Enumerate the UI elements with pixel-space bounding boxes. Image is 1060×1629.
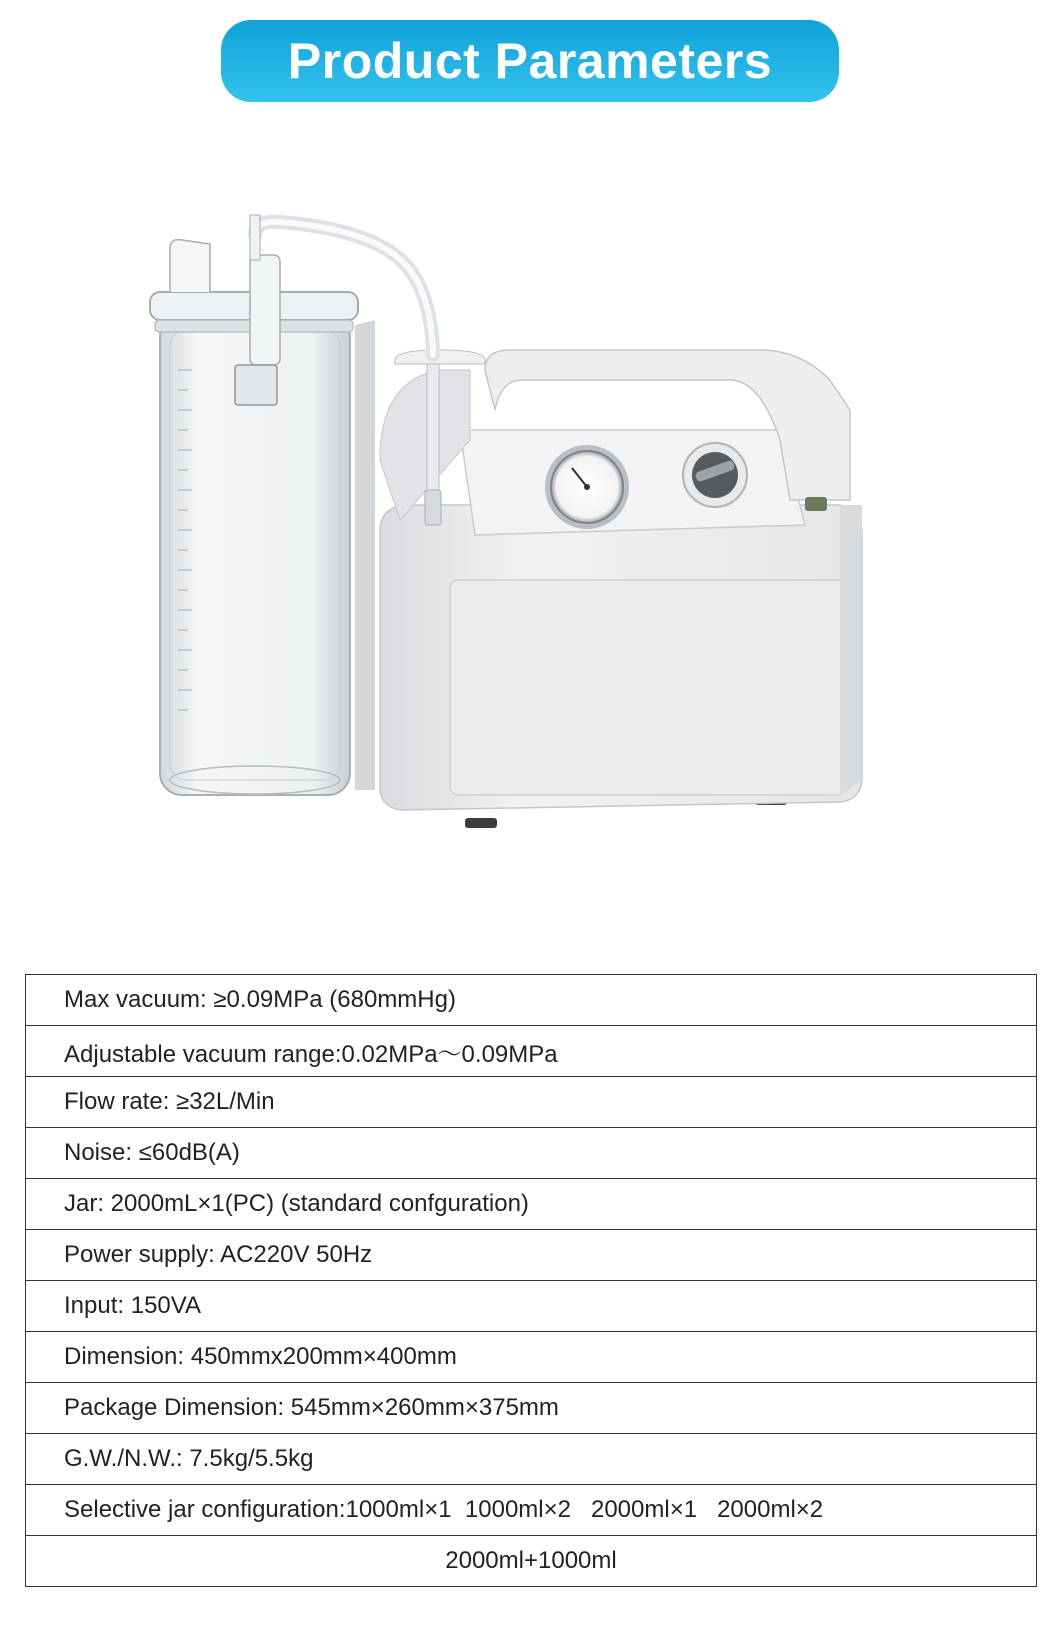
suction-machine-image (140, 200, 920, 880)
spec-row-power-supply: Power supply: AC220V 50Hz (26, 1230, 1036, 1281)
page-title: Product Parameters (287, 33, 773, 89)
spec-row-weight: G.W./N.W.: 7.5kg/5.5kg (26, 1434, 1036, 1485)
spec-row-vacuum-range: Adjustable vacuum range:0.02MPa～0.09MPa (26, 1026, 1036, 1077)
spec-row-input: Input: 150VA (26, 1281, 1036, 1332)
spec-row-jar-options-continued: 2000ml+1000ml (26, 1536, 1036, 1587)
spec-row-package-dimension: Package Dimension: 545mm×260mm×375mm (26, 1383, 1036, 1434)
spec-row-jar-options: Selective jar configuration:1000ml×1 1000ml×2 2000ml×1 2000ml×2 (26, 1485, 1036, 1536)
spec-row-jar: Jar: 2000mL×1(PC) (standard confguration) (26, 1179, 1036, 1230)
spec-row-max-vacuum: Max vacuum: ≥0.09MPa (680mmHg) (26, 975, 1036, 1026)
spec-row-dimension: Dimension: 450mmx200mm×400mm (26, 1332, 1036, 1383)
specification-table (25, 974, 1037, 1587)
spec-row-noise: Noise: ≤60dB(A) (26, 1128, 1036, 1179)
spec-row-flow-rate: Flow rate: ≥32L/Min (26, 1077, 1036, 1128)
title-banner (221, 20, 839, 102)
